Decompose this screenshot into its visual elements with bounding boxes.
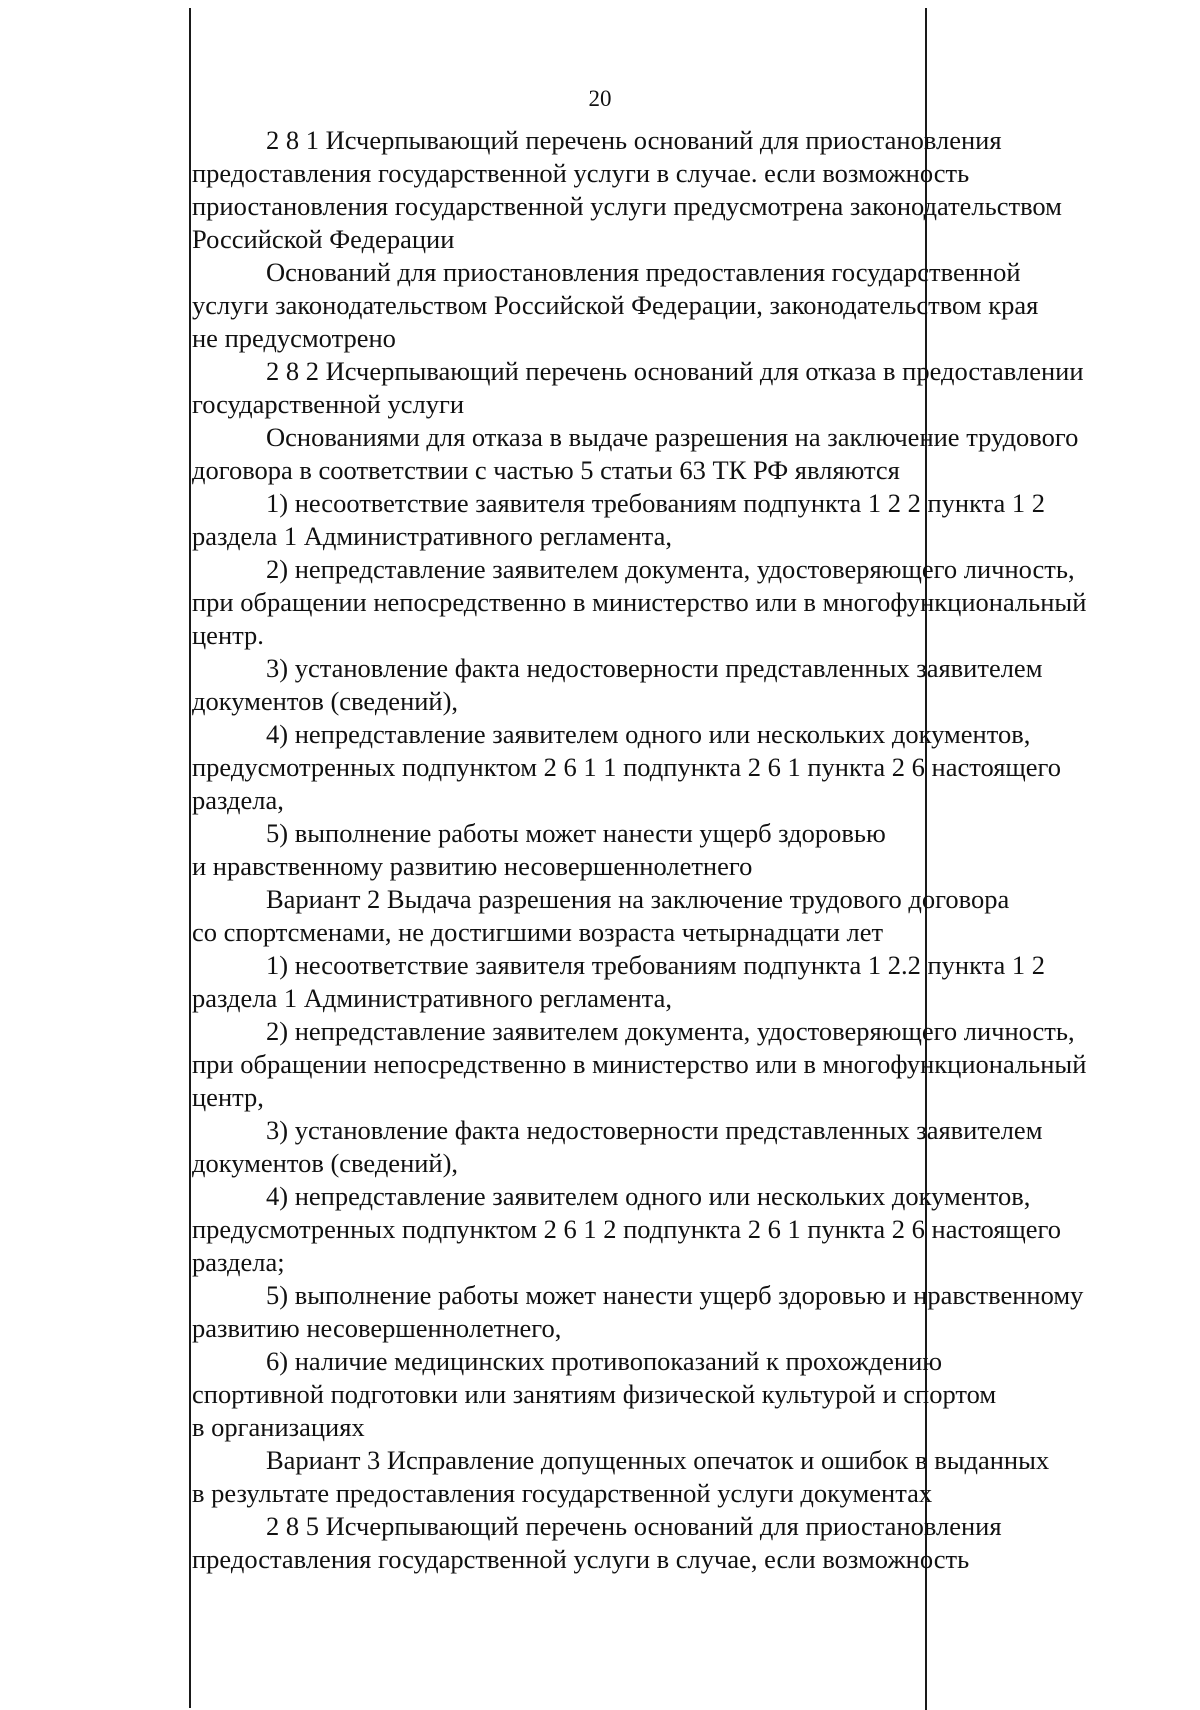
section-heading: Вариант 2 Выдача разрешения на заключение трудового договора со спортсменами, не достигшими возраста четырнадцати лет: [192, 884, 1010, 947]
list-item: 1) несоответствие заявителя требованиям подпункта 1 2.2 пункта 1 2 раздела 1 Административного регламента,: [192, 950, 1046, 1013]
paragraph: 2 8 2 Исчерпывающий перечень оснований для отказа в предоставлении государственной услуги: [192, 356, 1084, 419]
scan-vertical-line-left: [189, 8, 191, 1708]
paragraph: Оснований для приостановления предоставления государственной услуги законодательством Российской Федерации, законодательством края не предусмотрено: [192, 257, 1039, 353]
list-item: 2) непредставление заявителем документа, удостоверяющего личность, при обращении непосредственно в министерство или в многофункциональный центр,: [192, 1016, 1087, 1112]
list-item: 4) непредставление заявителем одного или нескольких документов, предусмотренных подпунктом 2 6 1 1 подпункта 2 6 1 пункта 2 6 настоящего раздела,: [192, 719, 1062, 815]
document-body: [192, 124, 1150, 1576]
paragraph: 2 8 5 Исчерпывающий перечень оснований для приостановления предоставления государственной услуги в случае, если возможность: [192, 1511, 1002, 1574]
list-item: 6) наличие медицинских противопоказаний к прохождению спортивной подготовки или занятиям физической культурой и спортом в организациях: [192, 1346, 997, 1442]
list-item: 2) непредставление заявителем документа, удостоверяющего личность, при обращении непосредственно в министерство или в многофункциональный центр.: [192, 554, 1087, 650]
section-heading: Вариант 3 Исправление допущенных опечаток и ошибок в выданных в результате предоставления государственной услуги документах: [192, 1445, 1050, 1508]
list-item: 1) несоответствие заявителя требованиям подпункта 1 2 2 пункта 1 2 раздела 1 Административного регламента,: [192, 488, 1046, 551]
list-item: 4) непредставление заявителем одного или нескольких документов, предусмотренных подпунктом 2 6 1 2 подпункта 2 6 1 пункта 2 6 настоящего раздела;: [192, 1181, 1062, 1277]
list-item: 5) выполнение работы может нанести ущерб здоровью и нравственному развитию несовершеннолетнего: [192, 818, 886, 881]
list-item: 5) выполнение работы может нанести ущерб здоровью и нравственному развитию несовершеннолетнего,: [192, 1280, 1084, 1343]
paragraph: 2 8 1 Исчерпывающий перечень оснований для приостановления предоставления государственной услуги в случае. если возможность приостановления государственной услуги предусмотрена законодательством Российской Федерации: [192, 125, 1062, 254]
paragraph: Основаниями для отказа в выдаче разрешения на заключение трудового договора в соответствии с частью 5 статьи 63 ТК РФ являются: [192, 422, 1079, 485]
list-item: 3) установление факта недостоверности представленных заявителем документов (сведений),: [192, 653, 1043, 716]
page-number: 20: [588, 86, 612, 111]
list-item: 3) установление факта недостоверности представленных заявителем документов (сведений),: [192, 1115, 1043, 1178]
